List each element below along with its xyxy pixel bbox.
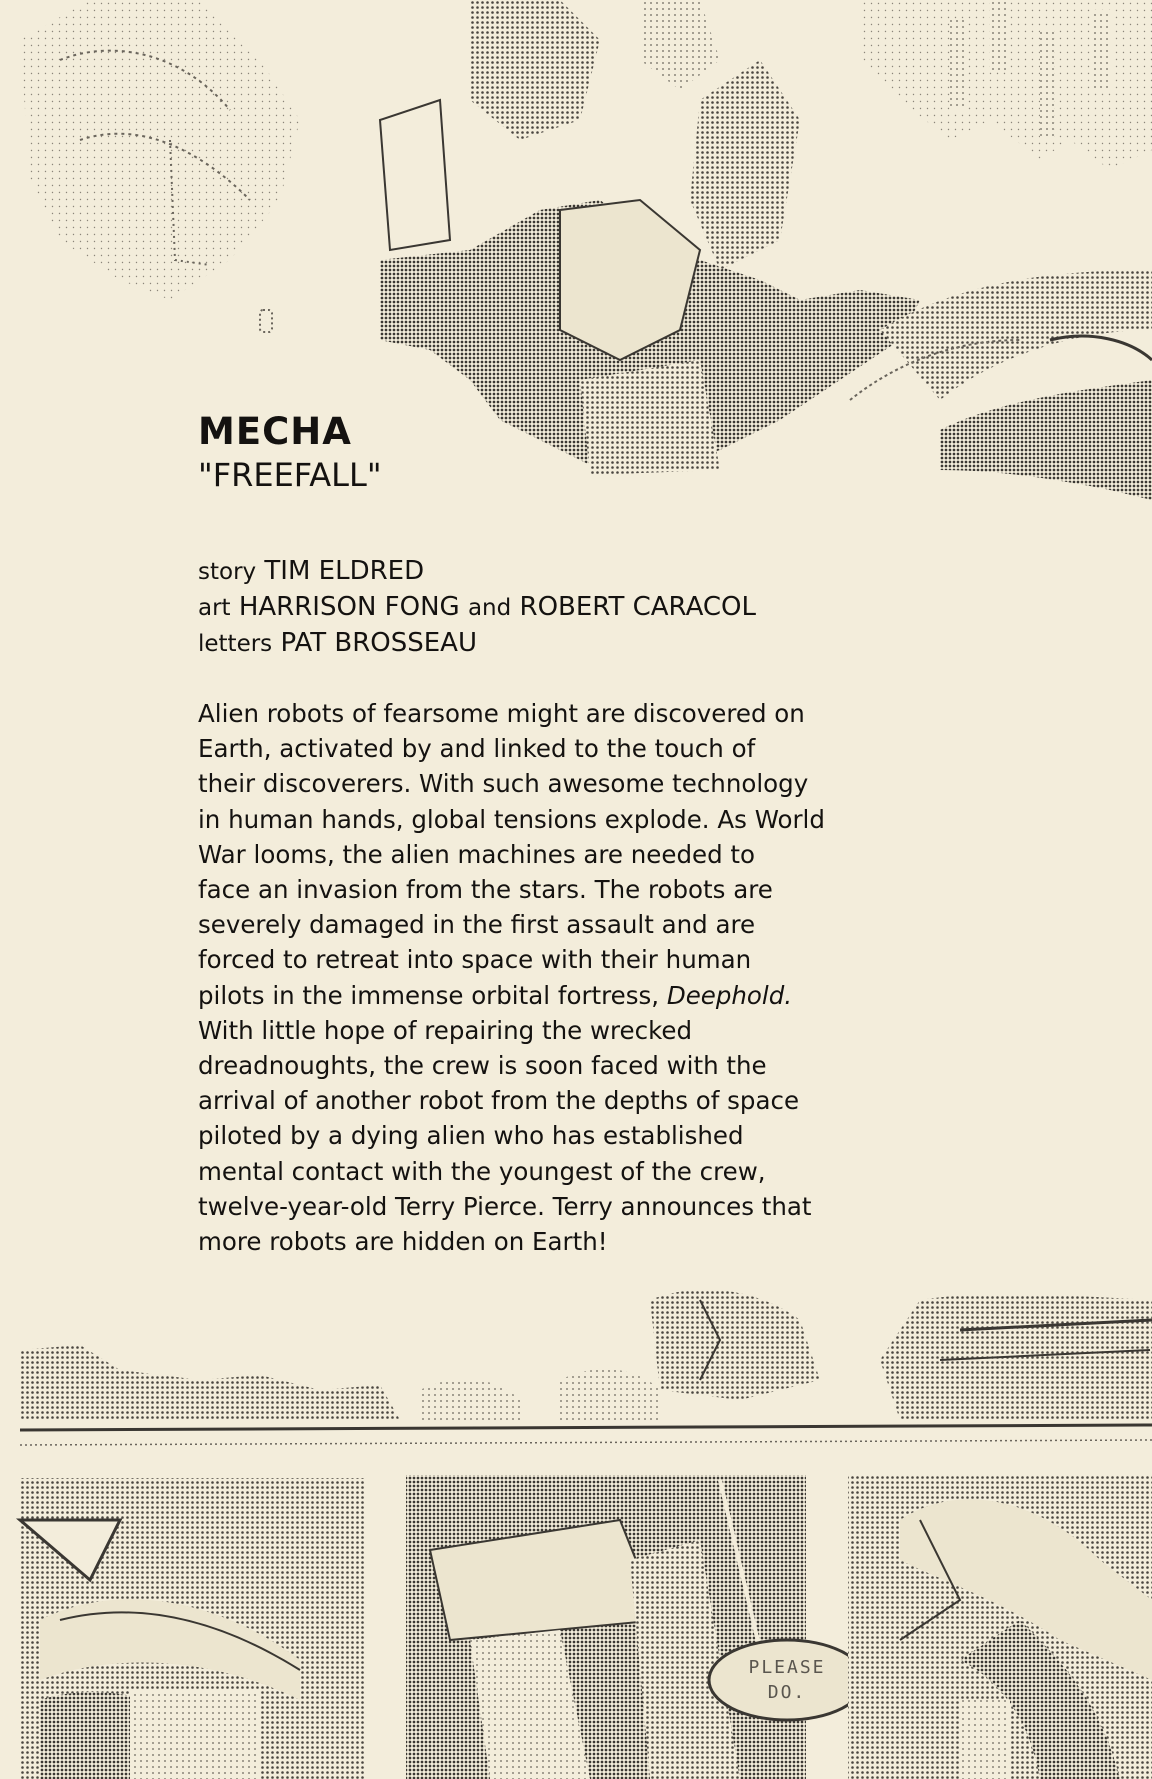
synopsis-line <box>198 978 978 1013</box>
sign-bubble <box>709 1640 865 1720</box>
synopsis-line: severely damaged in the first assault and are <box>198 910 756 940</box>
synopsis-paragraph <box>198 696 978 1259</box>
credit-name-art-1: HARRISON FONG <box>238 592 460 622</box>
story-intro <box>198 410 998 1259</box>
synopsis-line: dreadnoughts, the crew is soon faced with the <box>198 1051 767 1081</box>
credit-name-letters: PAT BROSSEAU <box>280 628 477 658</box>
synopsis-line: twelve-year-old Terry Pierce. Terry announces that <box>198 1191 812 1221</box>
synopsis-line: War looms, the alien machines are needed to <box>198 839 756 869</box>
synopsis-line: more robots are hidden on Earth! <box>198 1227 608 1257</box>
credit-conjunction: and <box>467 595 512 621</box>
feature-subtitle: "FREEFALL" <box>198 456 382 494</box>
credit-name-story: TIM ELDRED <box>264 556 425 586</box>
bottom-artwork <box>20 1290 1152 1779</box>
synopsis-line: Earth, activated by and linked to the touch of <box>198 734 756 764</box>
synopsis-line: arrival of another robot from the depths of space <box>198 1086 800 1116</box>
synopsis-line: mental contact with the youngest of the crew, <box>198 1156 766 1186</box>
credit-name-art-2: ROBERT CARACOL <box>519 592 757 622</box>
credit-story <box>198 554 998 590</box>
sign-text-line-2: DO. <box>767 1682 807 1703</box>
synopsis-line: piloted by a dying alien who has established <box>198 1121 744 1151</box>
synopsis-line: forced to retreat into space with their human <box>198 945 752 975</box>
synopsis-line: With little hope of repairing the wrecked <box>198 1015 693 1045</box>
synopsis-line: face an invasion from the stars. The robots are <box>198 875 773 905</box>
credit-letters <box>198 626 998 662</box>
ship-name: Deephold. <box>666 980 793 1010</box>
synopsis-line: in human hands, global tensions explode. As World <box>198 804 825 834</box>
synopsis-line: Alien robots of fearsome might are discovered on <box>198 699 805 728</box>
credit-role-story: story <box>198 559 257 585</box>
credit-role-letters: letters <box>198 631 273 657</box>
credits-list <box>198 554 998 662</box>
synopsis-line: their discoverers. With such awesome technology <box>198 769 809 799</box>
credit-art <box>198 590 998 626</box>
credit-role-art: art <box>198 595 231 621</box>
sign-text-line-1: PLEASE <box>748 1657 826 1678</box>
feature-title: MECHA <box>198 410 352 453</box>
synopsis-line-text: pilots in the immense orbital fortress, <box>198 980 667 1010</box>
